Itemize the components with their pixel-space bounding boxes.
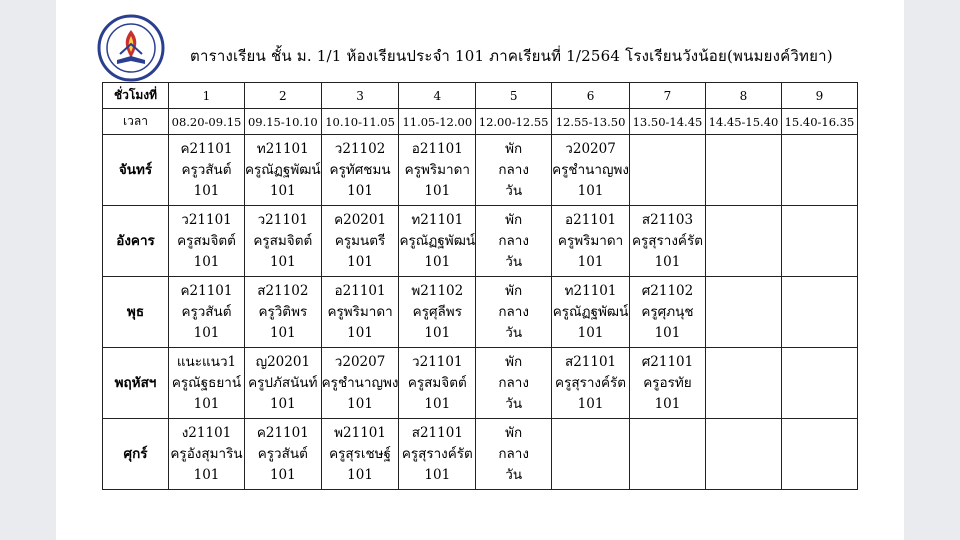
teacher-name: ครูสมจิตต์ [407,374,467,391]
room-number: 101 [654,395,681,412]
room-number: 101 [347,395,373,412]
teacher-name: ครูวสันต์ [257,445,308,462]
teacher-name: ครูทัศชมน [329,161,391,178]
class-cell [169,419,245,490]
class-cell [169,277,245,348]
class-cell [629,277,705,348]
subject-code: ท21101 [564,282,617,299]
period-number: 9 [781,83,857,109]
subject-code: อ21101 [411,140,463,157]
class-cell [629,206,705,277]
subject-code: ว20207 [334,353,386,370]
time-slot: 08.20-09.15 [169,109,245,135]
class-cell [321,348,399,419]
subject-code: ญ20201 [255,353,311,370]
timetable [102,82,858,490]
subject-code: ท21101 [411,211,464,228]
teacher-name: ครูณัฏฐพัฒน์ [552,303,629,320]
room-number: 101 [577,253,604,270]
class-cell [476,135,552,206]
teacher-name: ครูวสันต์ [181,161,232,178]
room-number: 101 [193,395,220,412]
teacher-name: ครูสุรางค์รัต [401,445,473,462]
teacher-name: กลาง [498,374,529,391]
class-cell [321,135,399,206]
period-number: 5 [476,83,552,109]
day-name: พุธ [103,277,169,348]
room-number: 101 [347,466,373,483]
teacher-name: ครูพริมาดา [327,303,393,320]
class-cell [399,206,476,277]
class-cell [245,419,322,490]
subject-code: ค21101 [180,140,233,157]
room-number: 101 [269,466,296,483]
class-cell [629,135,705,206]
day-name: พฤหัสฯ [103,348,169,419]
subject-code: ค21101 [180,282,233,299]
class-cell [399,419,476,490]
subject-code: ว20207 [565,140,616,157]
teacher-name: ครูสุรางค์รัต [555,374,627,391]
period-number: 7 [629,83,705,109]
class-cell [629,348,705,419]
teacher-name: ครูณัฏฐพัฒน์ [399,232,476,249]
class-cell [781,135,857,206]
subject-code: พัก [505,282,523,299]
day-row [103,135,858,206]
room-number: 101 [424,253,451,270]
time-slot: 10.10-11.05 [321,109,399,135]
teacher-name: ครูศุภนุช [641,303,694,320]
subject-code: ง21101 [181,424,232,441]
room-number: 101 [269,253,296,270]
day-row [103,206,858,277]
class-cell [476,277,552,348]
class-cell [245,135,322,206]
teacher-name: กลาง [498,161,529,178]
class-cell [399,348,476,419]
class-cell [629,419,705,490]
subject-code: พัก [505,424,523,441]
teacher-name: ครูอังสุมาริน [170,445,243,462]
class-cell [245,277,322,348]
subject-code: ส21102 [257,282,309,299]
room-number: 101 [193,324,220,341]
class-cell [399,277,476,348]
room-number: 101 [654,253,681,270]
subject-code: ว21101 [181,211,232,228]
teacher-name: ครูศุลีพร [412,303,462,320]
period-number: 3 [321,83,399,109]
page-title: ตารางเรียน ชั้น ม. 1/1 ห้องเรียนประจำ 101 ภาคเรียนที่ 1/2564 โรงเรียนวังน้อย(พนมยงค์วิทยา) [190,47,833,65]
subject-code: อ21101 [334,282,386,299]
subject-code: พ21101 [334,424,386,441]
room-number: 101 [347,324,373,341]
class-cell [399,135,476,206]
period-number: 6 [552,83,630,109]
time-slot: 15.40-16.35 [781,109,857,135]
room-number: 101 [269,395,296,412]
teacher-name: ครูพริมาดา [404,161,470,178]
class-cell [781,206,857,277]
day-row [103,348,858,419]
room-number: 101 [424,182,451,199]
teacher-name: ครูณัฐธยาน์ [171,374,242,391]
class-cell [321,206,399,277]
teacher-name: ครูสุรเชษฐ์ [329,445,392,462]
teacher-name: ครูอรทัย [643,374,692,391]
class-cell [552,277,630,348]
period-number: 8 [705,83,781,109]
time-slot: 09.15-10.10 [245,109,322,135]
class-cell [705,419,781,490]
class-cell [476,206,552,277]
period-header-label: ชั่วโมงที่ [103,83,169,109]
subject-code: อ21101 [565,211,617,228]
time-row [103,109,858,135]
room-number: 101 [424,324,451,341]
subject-code: พ21102 [411,282,464,299]
class-cell [781,419,857,490]
day-name: จันทร์ [103,135,169,206]
room-number: วัน [505,395,523,412]
teacher-name: ครูปภัสนันท์ [248,374,318,391]
class-cell [552,135,630,206]
room-number: 101 [577,324,604,341]
period-number: 1 [169,83,245,109]
school-seal-icon [97,14,165,82]
subject-code: พัก [505,140,523,157]
room-number: วัน [505,253,523,270]
subject-code: ส21101 [411,424,463,441]
period-number: 2 [245,83,322,109]
class-cell [781,277,857,348]
time-slot: 12.55-13.50 [552,109,630,135]
time-slot: 14.45-15.40 [705,109,781,135]
day-row [103,419,858,490]
class-cell [245,206,322,277]
room-number: 101 [424,466,451,483]
subject-code: ท21101 [256,140,309,157]
room-number: วัน [505,324,523,341]
class-cell [321,277,399,348]
class-cell [552,348,630,419]
period-header-row [103,83,858,109]
class-cell [169,135,245,206]
teacher-name: กลาง [498,232,529,249]
class-cell [705,348,781,419]
subject-code: พัก [505,211,523,228]
teacher-name: ครูมนตรี [334,232,386,249]
class-cell [781,348,857,419]
room-number: 101 [193,466,220,483]
teacher-name: ครูสุรางค์รัต [631,232,703,249]
room-number: 101 [424,395,451,412]
teacher-name: ครูสมจิตต์ [177,232,236,249]
subject-code: แนะแนว1 [176,353,237,370]
subject-code: ส21103 [641,211,694,228]
class-cell [169,348,245,419]
class-cell [321,419,399,490]
subject-code: ว21101 [257,211,309,228]
class-cell [476,348,552,419]
room-number: 101 [654,324,681,341]
class-cell [552,206,630,277]
room-number: วัน [505,466,523,483]
day-name: ศุกร์ [103,419,169,490]
subject-code: ว21101 [412,353,463,370]
class-cell [169,206,245,277]
room-number: 101 [347,253,373,270]
room-number: 101 [193,253,220,270]
room-number: 101 [269,182,296,199]
class-cell [476,419,552,490]
room-number: วัน [505,182,523,199]
class-cell [552,419,630,490]
teacher-name: ครูชำนาญพง [321,374,399,391]
teacher-name: ครูวสันต์ [181,303,232,320]
teacher-name: ครูณัฏฐพัฒน์ [245,161,321,178]
room-number: 101 [347,182,373,199]
day-name: อังคาร [103,206,169,277]
teacher-name: กลาง [498,303,529,320]
time-label: เวลา [103,109,169,135]
subject-code: ศ21102 [641,282,694,299]
period-number: 4 [399,83,476,109]
class-cell [245,348,322,419]
room-number: 101 [193,182,220,199]
time-slot: 11.05-12.00 [399,109,476,135]
time-slot: 13.50-14.45 [629,109,705,135]
day-row [103,277,858,348]
room-number: 101 [577,182,604,199]
subject-code: ว21102 [334,140,386,157]
time-slot: 12.00-12.55 [476,109,552,135]
class-cell [705,135,781,206]
teacher-name: ครูชำนาญพง [552,161,629,178]
subject-code: ค20201 [334,211,387,228]
teacher-name: ครูวิติพร [258,303,308,320]
subject-code: ศ21101 [641,353,694,370]
teacher-name: ครูสมจิตต์ [253,232,313,249]
subject-code: ส21101 [564,353,617,370]
subject-code: ค21101 [256,424,309,441]
teacher-name: ครูพริมาดา [557,232,624,249]
room-number: 101 [577,395,604,412]
class-cell [705,277,781,348]
teacher-name: กลาง [498,445,529,462]
subject-code: พัก [505,353,523,370]
class-cell [705,206,781,277]
room-number: 101 [269,324,296,341]
